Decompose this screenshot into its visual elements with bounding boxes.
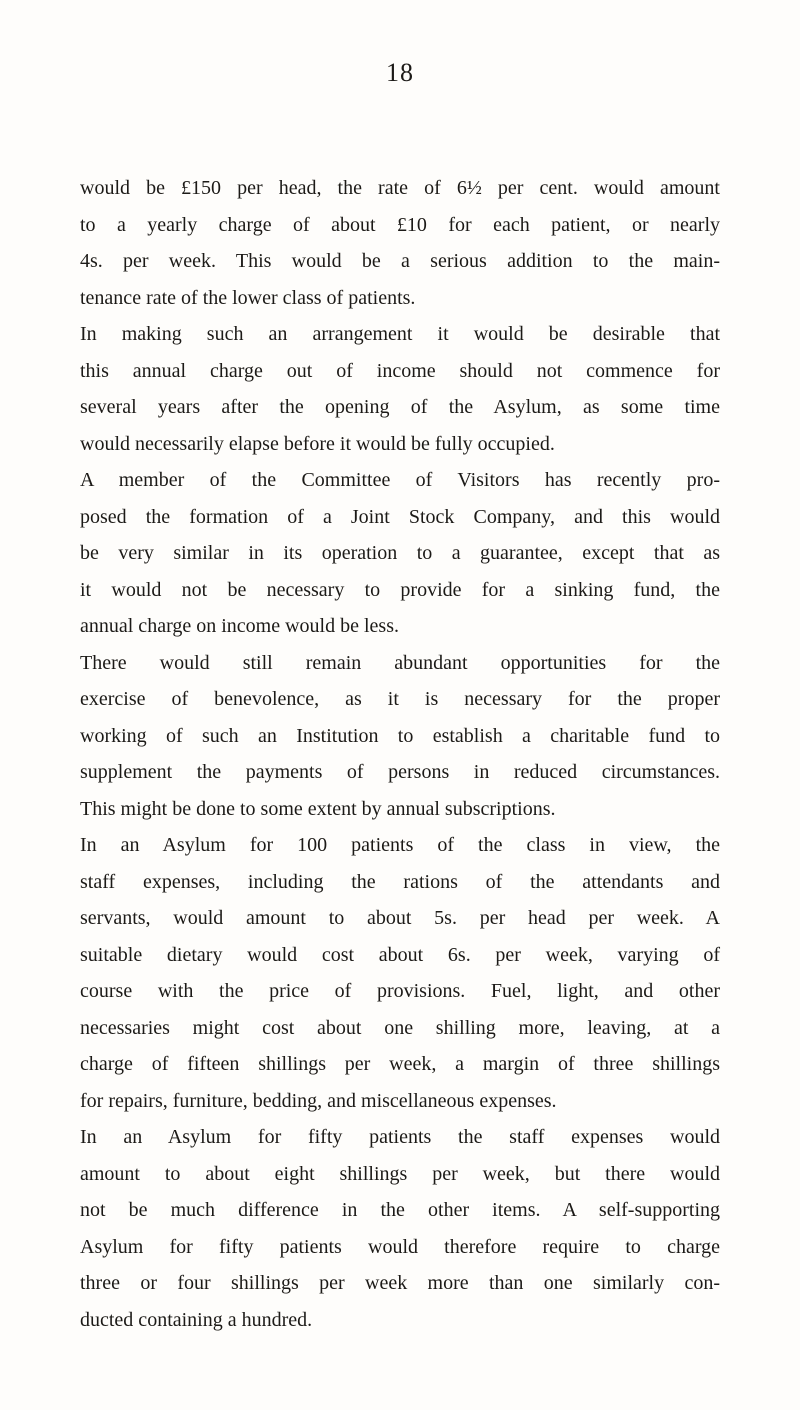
text-line: three or four shillings per week more than one similarly con- [80, 1272, 720, 1294]
text-line: several years after the opening of the Asylum, as some time [80, 396, 720, 418]
text-line: necessaries might cost about one shilling more, leaving, at a [80, 1016, 720, 1039]
paragraph [80, 170, 720, 316]
text-line: ducted containing a hundred. [80, 1308, 313, 1331]
text-line: tenance rate of the lower class of patients. [80, 286, 416, 309]
text-line: charge of fifteen shillings per week, a margin of three shillings [80, 1053, 720, 1075]
text-line: annual charge on income would be less. [80, 615, 399, 637]
text-line: suitable dietary would cost about 6s. per week, varying of [80, 943, 720, 966]
paragraph [80, 462, 720, 645]
text-line: In an Asylum for 100 patients of the class in view, the [80, 834, 720, 856]
text-line: amount to about eight shillings per week, but there would [80, 1162, 720, 1185]
text-line: In making such an arrangement it would be desirable that [80, 323, 720, 345]
text-line: working of such an Institution to establish a charitable fund to [80, 724, 720, 747]
page-number: 18 [386, 58, 414, 87]
text-line: In an Asylum for fifty patients the staff expenses would [80, 1126, 720, 1148]
text-line: not be much difference in the other items. A self-supporting [80, 1199, 720, 1221]
text-line: Asylum for fifty patients would therefore require to charge [80, 1235, 720, 1258]
text-line: for repairs, furniture, bedding, and miscellaneous expenses. [80, 1089, 557, 1112]
text-line: This might be done to some extent by annual subscriptions. [80, 797, 556, 820]
text-line: A member of the Committee of Visitors has recently pro- [80, 469, 720, 491]
body-text [80, 170, 720, 1338]
text-line: posed the formation of a Joint Stock Company, and this would [80, 505, 720, 528]
text-line: it would not be necessary to provide for a sinking fund, the [80, 578, 720, 601]
text-line: course with the price of provisions. Fuel, light, and other [80, 980, 720, 1002]
text-line: supplement the payments of persons in reduced circumstances. [80, 761, 720, 783]
text-line: would be £150 per head, the rate of 6½ per cent. would amount [80, 177, 720, 199]
text-line: There would still remain abundant opportunities for the [80, 651, 720, 674]
text-line: exercise of benevolence, as it is necessary for the proper [80, 688, 720, 710]
text-line: would necessarily elapse before it would be fully occupied. [80, 432, 555, 455]
text-line: servants, would amount to about 5s. per head per week. A [80, 907, 720, 929]
paragraph [80, 316, 720, 462]
text-line: be very similar in its operation to a guarantee, except that as [80, 542, 720, 564]
text-line: 4s. per week. This would be a serious addition to the main- [80, 250, 720, 272]
paragraph [80, 827, 720, 1119]
text-line: staff expenses, including the rations of the attendants and [80, 870, 720, 893]
paragraph [80, 1119, 720, 1338]
text-line: this annual charge out of income should not commence for [80, 359, 720, 382]
paragraph [80, 645, 720, 828]
text-line: to a yearly charge of about £10 for each patient, or nearly [80, 213, 720, 236]
